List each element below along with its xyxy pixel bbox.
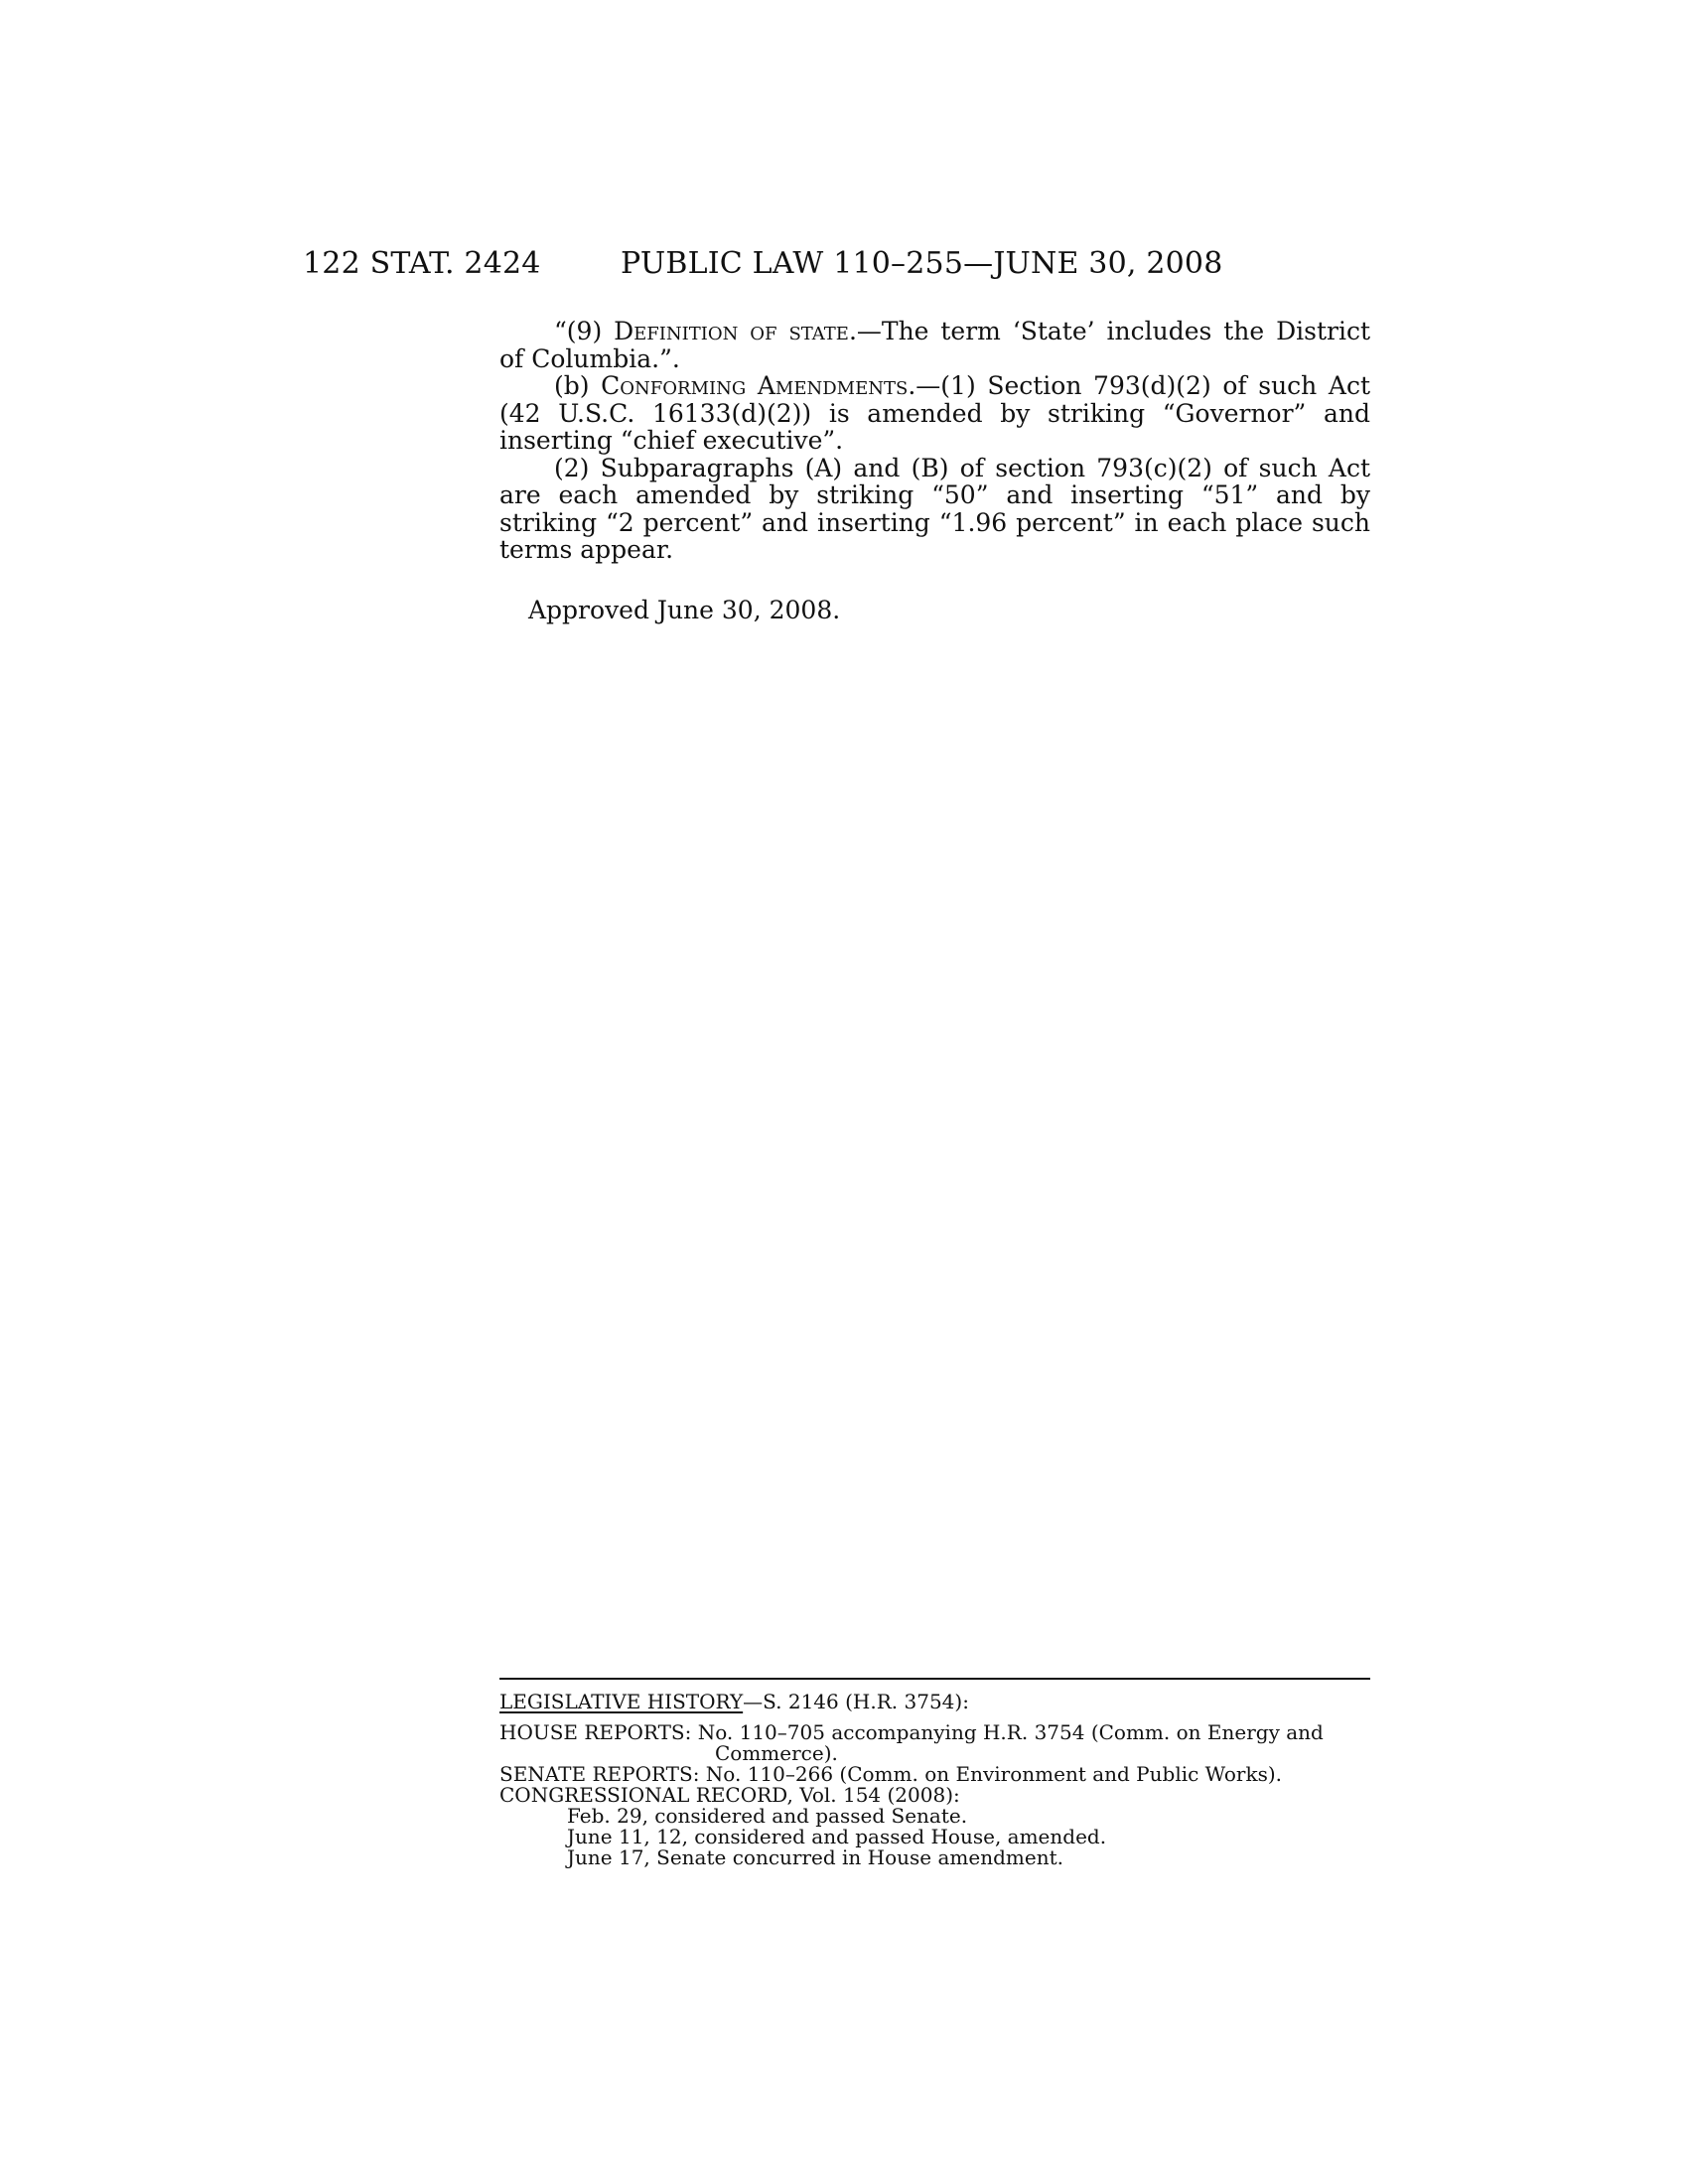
legislative-history: [499, 1678, 1370, 1868]
paragraph-heading: Definition of state: [614, 317, 849, 345]
congressional-record: CONGRESSIONAL RECORD, Vol. 154 (2008):: [499, 1783, 960, 1807]
footer-divider: [499, 1678, 1370, 1680]
senate-reports: SENATE REPORTS: No. 110–266 (Comm. on Environment and Public Works).: [499, 1762, 1283, 1786]
paragraph-heading: Conforming Amendments: [601, 371, 909, 400]
history-event: June 11, 12, considered and passed House, amended.: [567, 1825, 1107, 1848]
law-body-text: [499, 318, 1370, 564]
house-reports: HOUSE REPORTS: No. 110–705 accompanying H.R. 3754 (Comm. on Energy and: [499, 1720, 1324, 1744]
running-head-law-title: PUBLIC LAW 110–255—JUNE 30, 2008: [621, 246, 1223, 281]
history-event: Feb. 29, considered and passed Senate.: [567, 1804, 968, 1828]
paragraph-definition-of-state: “(9) Definition of state.—The term ‘State’ includes the District of Columbia.”.: [499, 317, 1370, 373]
approval-date: Approved June 30, 2008.: [528, 596, 841, 624]
history-event: June 17, Senate concurred in House amendment.: [567, 1845, 1063, 1869]
paragraph-conforming-amendments: (b) Conforming Amendments.—(1) Section 793(d)(2) of such Act (42 U.S.C. 16133(d)(2)) is amended by striking “Governor” and inserting “chief executive”.: [499, 371, 1371, 455]
legislative-history-heading: LEGISLATIVE HISTORY—S. 2146 (H.R. 3754):: [499, 1690, 969, 1713]
page-header: [303, 246, 1688, 286]
paragraph-subparagraph-amendment: (2) Subparagraphs (A) and (B) of section 793(c)(2) of such Act are each amended by striking “50” and inserting “51” and by striking “2 percent” and inserting “1.96 percent” in each place such terms appear.: [499, 453, 1370, 564]
statute-page-reference: 122 STAT. 2424: [303, 246, 541, 281]
house-reports-continuation: Commerce).: [715, 1741, 838, 1765]
